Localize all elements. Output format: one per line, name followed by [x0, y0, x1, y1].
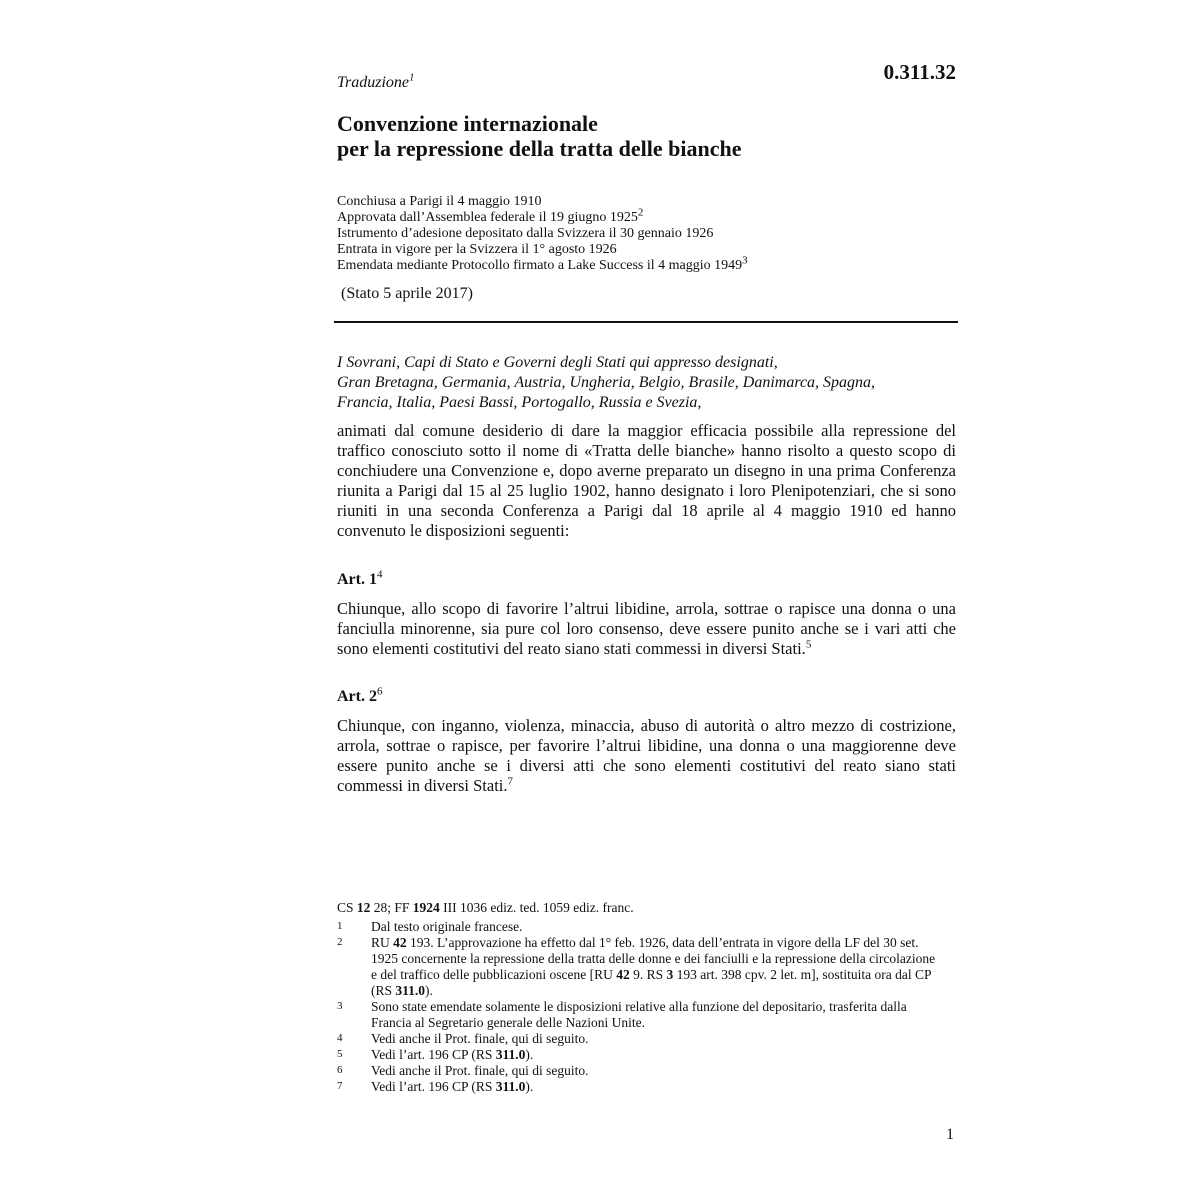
footnote-2-number: 2	[337, 936, 343, 948]
parties-line-2: Gran Bretagna, Germania, Austria, Ungheria, Belgio, Brasile, Danimarca, Spagna,	[337, 374, 876, 391]
source-p3: III 1036 ediz. ted. 1059 ediz. franc.	[439, 900, 634, 915]
footnote-6-text: Vedi anche il Prot. finale, qui di seguito.	[371, 1063, 589, 1078]
source-b1: 12	[356, 900, 371, 915]
footnote-ref-1[interactable]: 1	[409, 71, 415, 84]
footnote-5	[337, 1047, 937, 1063]
title-line-1: Convenzione internazionale	[337, 111, 598, 136]
footnote-3-number: 3	[337, 1000, 343, 1012]
fn7-p2: ).	[525, 1079, 534, 1094]
treaty-metadata	[337, 194, 748, 274]
footnote-4	[337, 1031, 937, 1047]
fn7-p1: Vedi l’art. 196 CP (RS	[371, 1079, 496, 1094]
footnote-1-text: Dal testo originale francese.	[371, 919, 523, 934]
meta-amended	[337, 254, 748, 274]
article-2-heading-text: Art. 2	[337, 688, 377, 705]
footnote-2	[337, 935, 937, 999]
footnote-7-number: 7	[337, 1080, 343, 1092]
footnote-3-text: Sono state emendate solamente le disposizioni relative alla funzione del depositario, trasferita dalla Francia al Segretario generale delle Nazioni Unite.	[371, 999, 907, 1030]
fn2-p4: 193 art. 398 cpv. 2 let. m], sostituita ora dal CP (RS	[371, 967, 932, 998]
fn2-p1: RU	[371, 935, 394, 950]
footnote-ref-2[interactable]: 2	[637, 206, 644, 219]
source-p1: CS	[337, 900, 357, 915]
header-divider	[334, 321, 958, 323]
article-1-body: Chiunque, allo scopo di favorire l’altrui libidine, arrola, sottrae o rapisce una donna o una fanciulla minorenne, sia pure col loro consenso, deve essere punito anche se i vari atti che sono elementi costitutivi del reato siano stati commessi in diversi Stati.	[337, 599, 956, 658]
footnote-5-number: 5	[337, 1048, 343, 1060]
fn5-p1: Vedi l’art. 196 CP (RS	[371, 1047, 496, 1062]
meta-entry-into-force: Entrata in vigore per la Svizzera il 1° agosto 1926	[337, 242, 617, 257]
meta-approved	[337, 206, 748, 226]
article-2-body: Chiunque, con inganno, violenza, minaccia, abuso di autorità o altro mezzo di costrizione, arrola, sottrae o rapisce, per favorire l’altrui libidine, una donna o una maggiorenne deve essere punito anche se i diversi atti che sono elementi costitutivi del reato siano stati commessi in diversi Stati.	[337, 716, 956, 795]
footnote-6	[337, 1063, 937, 1079]
parties-line-3: Francia, Italia, Paesi Bassi, Portogallo, Russia e Svezia,	[337, 394, 702, 411]
footnote-7-text	[371, 1079, 937, 1095]
footnote-7	[337, 1079, 937, 1095]
meta-accession: Istrumento d’adesione depositato dalla Svizzera il 30 gennaio 1926	[337, 226, 714, 241]
fn5-b1: 311.0	[495, 1047, 526, 1062]
article-1-heading-text: Art. 1	[337, 571, 377, 588]
footnote-4-text: Vedi anche il Prot. finale, qui di seguito.	[371, 1031, 589, 1046]
footnote-1	[337, 919, 937, 935]
footnote-ref-5[interactable]: 5	[805, 638, 812, 651]
fn2-p5: ).	[425, 983, 433, 998]
footnote-ref-3[interactable]: 3	[742, 254, 748, 267]
fn2-b1: 42	[393, 935, 407, 950]
translation-label-text: Traduzione	[337, 74, 410, 91]
status-date: (Stato 5 aprile 2017)	[341, 285, 473, 302]
footnote-ref-4[interactable]: 4	[376, 568, 383, 581]
meta-concluded: Conchiusa a Parigi il 4 maggio 1910	[337, 194, 542, 209]
footnote-3	[337, 999, 937, 1031]
footnote-5-text	[371, 1047, 937, 1063]
fn2-p2: 193. L’approvazione ha effetto dal 1° feb. 1926, data dell’entrata in vigore della LF del 30 set. 1925 concernente la repressione della tratta delle donne e dei fanciulli e la repressione della circolazione e del traffico delle pubblicazioni oscene [RU	[371, 935, 936, 982]
preamble-text: animati dal comune desiderio di dare la maggior efficacia possibile alla repressione del traffico conosciuto sotto il nome di «Tratta delle bianche» hanno risolto a questo scopo di conchiudere una Convenzione e, dopo averne preparato un disegno in una prima Conferenza riunita a Parigi dal 15 al 25 luglio 1902, hanno designato i loro Plenipotenziari, che si sono riuniti in una seconda Conferenza a Parigi dal 18 aprile al 4 maggio 1910 ed hanno convenuto le disposizioni seguenti:	[337, 421, 956, 540]
preamble-parties	[337, 353, 875, 413]
fn2-p3: 9. RS	[629, 967, 667, 982]
fn2-b3: 3	[666, 967, 674, 982]
footnote-4-number: 4	[337, 1032, 343, 1044]
footnote-ref-6[interactable]: 6	[376, 685, 383, 698]
article-1-text	[337, 599, 956, 659]
footnote-6-number: 6	[337, 1064, 343, 1076]
footnote-2-text	[371, 935, 937, 999]
meta-amended-text: Emendata mediante Protocollo firmato a Lake Success il 4 maggio 1949	[337, 258, 743, 273]
footnote-ref-7[interactable]: 7	[507, 775, 513, 788]
article-2-heading	[337, 685, 383, 706]
translation-label	[337, 71, 415, 92]
parties-line-1: I Sovrani, Capi di Stato e Governi degli Stati qui appresso designati,	[337, 354, 778, 371]
page-number: 1	[946, 1126, 954, 1143]
source-b2: 1924	[412, 900, 440, 915]
title-line-2: per la repressione della tratta delle bianche	[337, 136, 742, 161]
footnote-1-number: 1	[337, 920, 343, 932]
document-title	[337, 111, 742, 161]
document-number: 0.311.32	[883, 60, 956, 84]
fn5-p2: ).	[525, 1047, 534, 1062]
fn2-b2: 42	[616, 967, 630, 982]
footnotes	[337, 900, 937, 1095]
article-1-heading	[337, 568, 383, 589]
fn2-b4: 311.0	[395, 983, 426, 998]
fn7-b1: 311.0	[495, 1079, 526, 1094]
source-p2: 28; FF	[370, 900, 413, 915]
article-2-text	[337, 716, 956, 796]
meta-approved-text: Approvata dall’Assemblea federale il 19 giugno 1925	[337, 210, 638, 225]
source-reference	[337, 900, 937, 916]
